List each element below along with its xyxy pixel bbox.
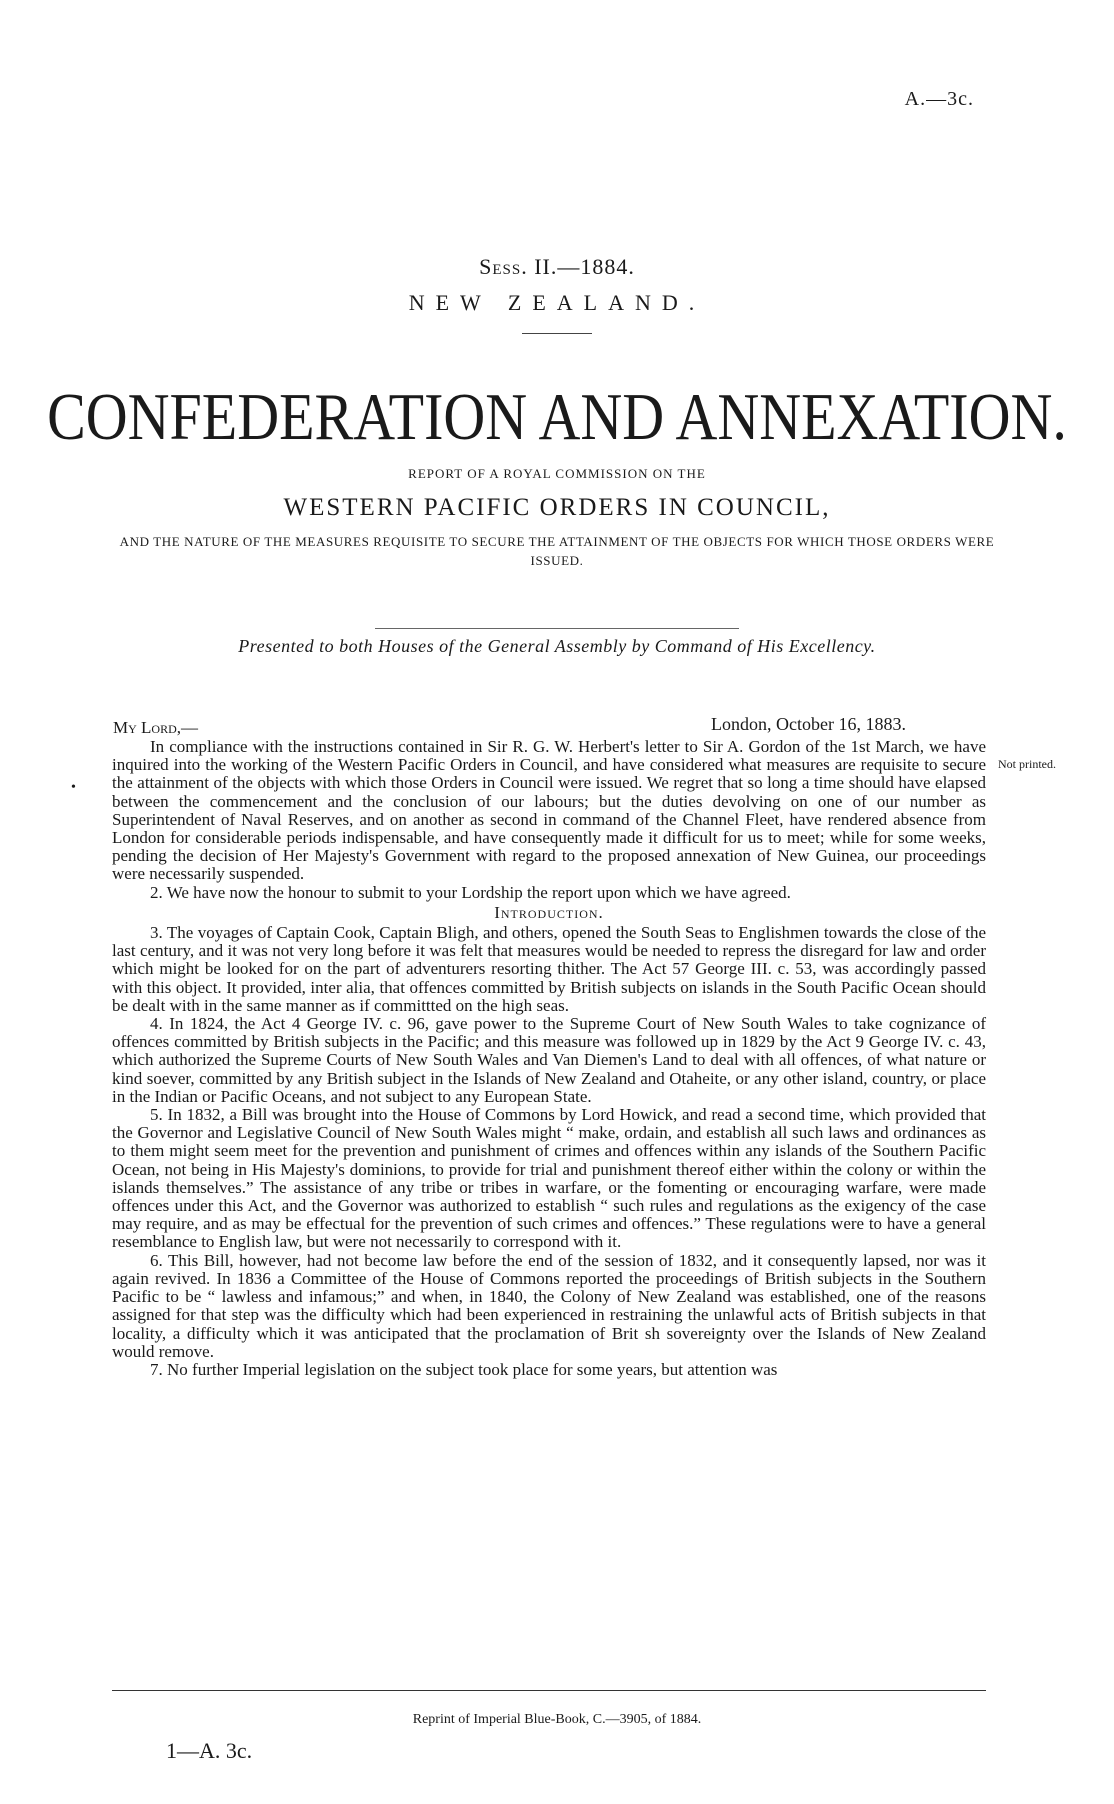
divider <box>522 333 592 334</box>
divider <box>375 628 739 629</box>
reprint-note: Reprint of Imperial Blue-Book, C.—3905, of 1884. <box>412 1712 702 1727</box>
page-reference: A.—3c. <box>904 88 974 110</box>
paragraph: 3. The voyages of Captain Cook, Captain Bligh, and others, opened the South Seas to Englishmen towards the close of the last century, and it was not very long before it was felt that measures would be needed to repress the disregard for law and order which might be looked for on the part of adventurers resorting thither. The Act 57 George III. c. 53, was accordingly passed with this object. It provided, inter alia, that offences committed by British subjects on islands in the South Pacific Ocean should be dealt with in the same manner as if committted on the high seas. <box>112 923 986 1015</box>
margin-note: Not printed. <box>998 757 1056 771</box>
presented-line: Presented to both Houses of the General Assembly by Command of His Excellency. <box>238 636 876 656</box>
paragraph: In compliance with the instructions contained in Sir R. G. W. Herbert's letter to Sir A. Gordon of the 1st March, we have inquired into the working of the Western Pacific Orders in Council, and have considered what measures are requisite to secure the attainment of the objects with which those Orders in Council were issued. We regret that so long a time should have elapsed between the commencement and the conclusion of our labours; but the duties devolving on one of our number as Superintendent of Naval Reserves, and on another as second in command of the Channel Fleet, have rendered absence from London for considerable periods indispensable, and have consequently made it difficult for us to meet; while for some weeks, pending the decision of Her Majesty's Government with regard to the proposed annexation of New Guinea, our proceedings were necessarily suspended. <box>112 737 986 884</box>
session-line: Sess. II.—1884. <box>479 254 635 279</box>
margin-dot: • <box>71 780 76 795</box>
paragraph: 6. This Bill, however, had not become law before the end of the session of 1832, and it consequently lapsed, nor was it again revived. In 1836 a Committee of the House of Commons reported the proceedings of British subjects in the Southern Pacific to be “ lawless and infamous;” and when, in 1840, the Colony of New Zealand was established, one of the reasons assigned for that step was the difficulty which had been experienced in restraining the unlawful acts of British subjects in that locality, a difficulty which it was anticipated that the proclamation of Brit sh sovereignty over the Islands of New Zealand would remove. <box>112 1250 986 1361</box>
footer-divider <box>112 1690 986 1691</box>
country-heading: NEW ZEALAND. <box>408 290 706 315</box>
paragraph: 2. We have now the honour to submit to your Lordship the report upon which we have agreed. <box>150 882 791 902</box>
paragraph: 4. In 1824, the Act 4 George IV. c. 96, gave power to the Supreme Court of New South Wales to take cognizance of offences committed by British subjects in the Pacific; and this measure was followed up in 1829 by the Act 9 George IV. c. 43, which authorized the Supreme Courts of New South Wales and Van Diemen's Land to deal with all offences, of what nature or kind soever, committed by any British subject in the Islands of New Zealand and Otaheite, or any other island, country, or place in the Indian or Pacific Oceans, and not subject to any European State. <box>112 1014 986 1106</box>
section-heading: Introduction. <box>494 902 604 922</box>
paragraph: 7. No further Imperial legislation on the subject took place for some years, but attention was <box>150 1359 778 1379</box>
paragraph: 5. In 1832, a Bill was brought into the House of Commons by Lord Howick, and read a second time, which provided that the Governor and Legislative Council of New South Wales might “ make, ordain, and establish all such laws and ordinances as to them might seem meet for the prevention and punishment of crimes and offences within any islands of the Southern Pacific Ocean, not being in His Majesty's dominions, to provide for trial and punishment thereof either within the colony or within the islands themselves.” The assistance of any tribe or tribes in warfare, or the fomenting or encouraging warfare, were made offences under this Act, and the Governor was authorized to establish “ such rules and regulations as the exigency of the case may require, and as may be effectual for the prevention of such crimes and offences.” These regulations were to have a general resemblance to English law, but were not necessarily to correspond with it. <box>112 1105 986 1252</box>
document-title: CONFEDERATION AND ANNEXATION. <box>47 379 1067 454</box>
sheet-mark: 1—A. 3c. <box>166 1738 253 1763</box>
letter-body <box>112 738 986 1379</box>
subtitle-line-2: WESTERN PACIFIC ORDERS IN COUNCIL, <box>283 494 831 521</box>
dateline: London, October 16, 1883. <box>711 714 906 734</box>
subtitle-line-1: REPORT OF A ROYAL COMMISSION ON THE <box>408 466 706 481</box>
subtitle-line-3: AND THE NATURE OF THE MEASURES REQUISITE TO SECURE THE ATTAINMENT OF THE OBJECTS FOR WHICH THOSE ORDERS WERE ISSUED. <box>119 534 995 568</box>
salutation: My Lord,— <box>113 718 199 737</box>
